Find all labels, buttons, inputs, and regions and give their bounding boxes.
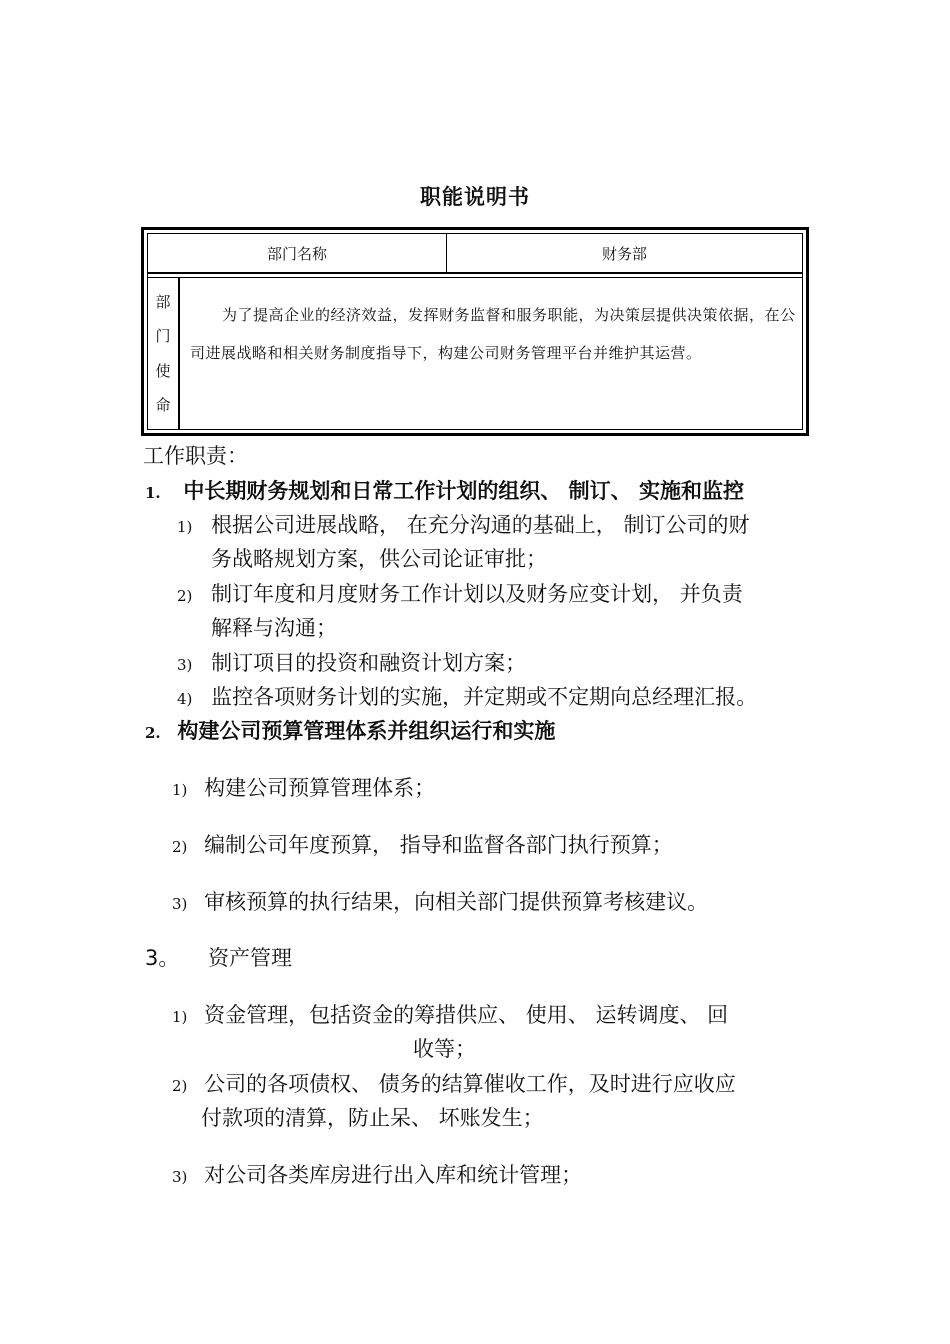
table-header-row xyxy=(148,234,802,272)
item-text: 构建公司预算管理体系； xyxy=(204,776,436,800)
item-text: 监控各项财务计划的实施，并定期或不定期向总经理汇报。 xyxy=(211,685,758,709)
item-number: 3) xyxy=(172,895,188,913)
item-number: 2) xyxy=(177,587,193,605)
section-title: 中长期财务规划和日常工作计划的组织、 制订、 实施和监控 xyxy=(183,479,744,503)
item-number: 1) xyxy=(172,1008,188,1026)
list-item xyxy=(177,647,526,677)
section-title: 资产管理 xyxy=(208,946,293,970)
item-number: 3) xyxy=(177,656,193,674)
page-title: 职能说明书 xyxy=(420,185,530,209)
item-number: 1) xyxy=(172,781,188,799)
dept-name-label: 部门名称 xyxy=(148,234,447,272)
section-number: 2. xyxy=(145,724,161,742)
item-text-continued: 收等； xyxy=(413,1037,476,1061)
item-text: 根据公司进展战略， 在充分沟通的基础上， 制订公司的财 xyxy=(211,513,750,537)
section-title: 构建公司预算管理体系并组织运行和实施 xyxy=(177,719,556,743)
section-number: 1. xyxy=(145,484,161,502)
mission-label-char: 门 xyxy=(155,327,171,346)
item-text: 公司的各项债权、 债务的结算催收工作，及时进行应收应 xyxy=(204,1072,736,1096)
list-item xyxy=(172,1068,736,1098)
dept-info-table xyxy=(141,227,809,436)
item-number: 4) xyxy=(177,690,193,708)
list-item xyxy=(177,681,757,711)
item-text: 编制公司年度预算， 指导和监督各部门执行预算； xyxy=(204,833,673,857)
dept-name-value: 财务部 xyxy=(601,244,647,263)
list-item xyxy=(172,1159,582,1189)
mission-label-char: 部 xyxy=(155,293,171,311)
table-inner-border xyxy=(147,233,803,430)
mission-label-char: 命 xyxy=(155,395,171,414)
mission-label xyxy=(148,278,180,429)
item-text-continued: 务战略规划方案，供公司论证审批； xyxy=(211,547,547,571)
item-text: 制订年度和月度财务工作计划以及财务应变计划， 并负责 xyxy=(211,582,743,606)
mission-label-char: 使 xyxy=(155,361,171,380)
item-number: 2) xyxy=(172,838,188,856)
list-item xyxy=(172,886,708,916)
section-heading xyxy=(145,942,292,972)
list-item xyxy=(172,999,728,1029)
item-number: 1) xyxy=(177,518,193,536)
section-heading xyxy=(145,715,555,745)
header-divider xyxy=(148,272,802,278)
item-text: 对公司各类库房进行出入库和统计管理； xyxy=(204,1163,583,1187)
list-item xyxy=(177,578,743,608)
list-item xyxy=(172,829,673,859)
item-number: 2) xyxy=(172,1077,188,1095)
item-text-continued: 解释与沟通； xyxy=(211,616,337,640)
list-item xyxy=(172,772,435,802)
item-text: 制订项目的投资和融资计划方案； xyxy=(211,651,527,675)
item-text: 审核预算的执行结果，向相关部门提供预算考核建议。 xyxy=(204,890,709,914)
list-item xyxy=(177,509,749,539)
item-number: 3) xyxy=(172,1168,188,1186)
item-text-continued: 付款项的清算，防止呆、 坏账发生； xyxy=(201,1106,544,1130)
section-number: 3。 xyxy=(145,946,180,970)
item-text: 资金管理，包括资金的筹措供应、 使用、 运转调度、 回 xyxy=(204,1003,729,1027)
section-heading xyxy=(145,475,744,505)
mission-text: 为了提高企业的经济效益，发挥财务监督和服务职能，为决策层提供决策依据，在公司进展战略和相关财务制度指导下，构建公司财务管理平台并维护其运营。 xyxy=(190,306,796,362)
responsibilities-heading: 工作职责： xyxy=(143,444,248,468)
